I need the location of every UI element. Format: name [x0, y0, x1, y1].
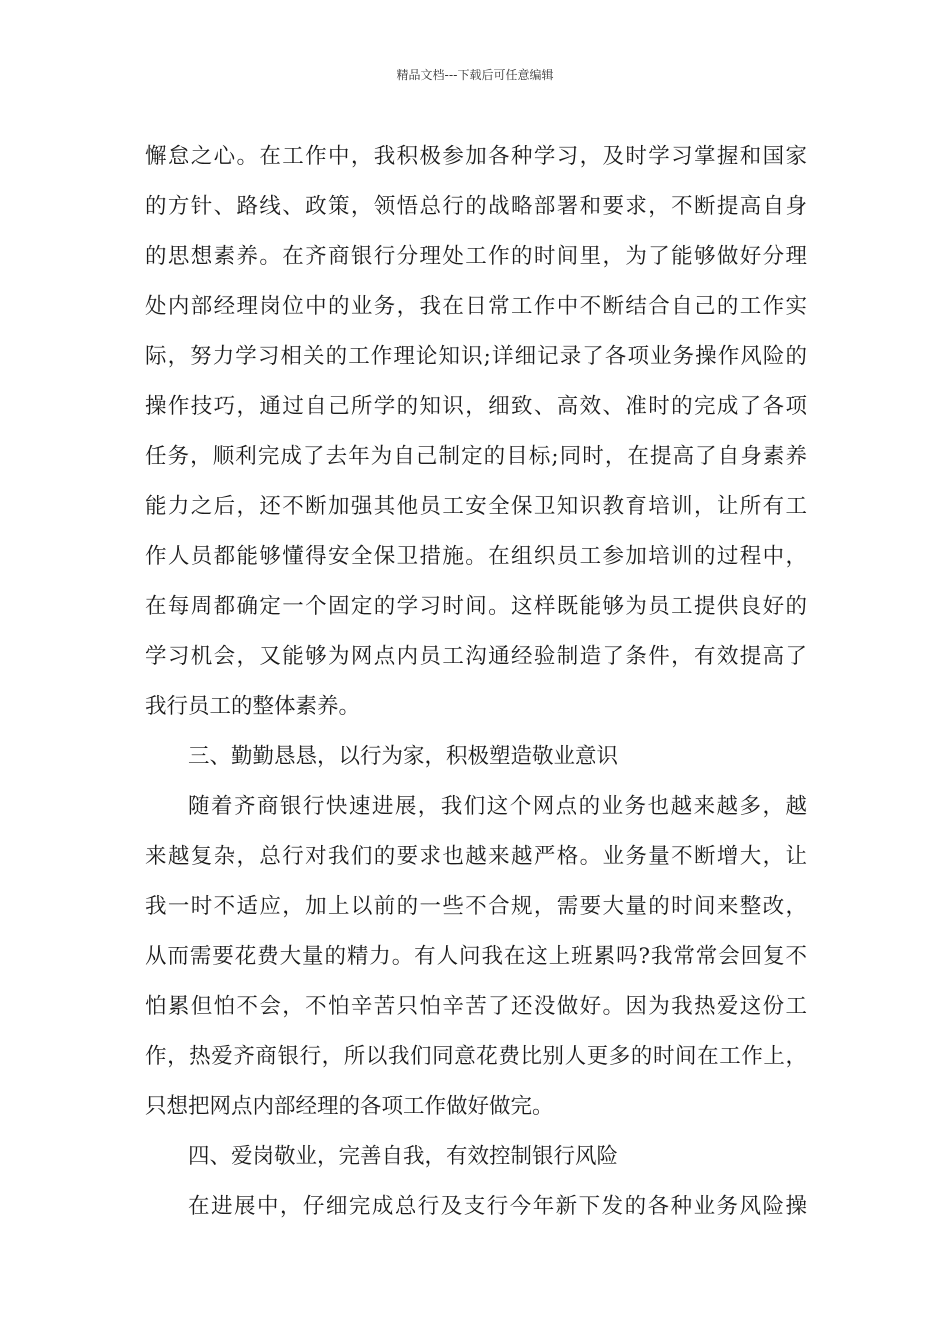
text-line: 操作技巧，通过自己所学的知识，细致、高效、准时的完成了各项 — [145, 394, 807, 419]
text-line: 四、爱岗敬业，完善自我，有效控制银行风险 — [188, 1144, 619, 1169]
document-body — [145, 132, 807, 1232]
text-line: 学习机会，又能够为网点内员工沟通经验制造了条件，有效提高了 — [145, 644, 807, 669]
text-line: 随着齐商银行快速进展，我们这个网点的业务也越来越多，越 — [188, 794, 807, 819]
text-line: 在每周都确定一个固定的学习时间。这样既能够为员工提供良好的 — [145, 594, 807, 619]
text-line: 作人员都能够懂得安全保卫措施。在组织员工参加培训的过程中， — [145, 544, 807, 569]
text-line: 怕累但怕不会，不怕辛苦只怕辛苦了还没做好。因为我热爱这份工 — [145, 994, 807, 1019]
text-line: 的方针、路线、政策，领悟总行的战略部署和要求，不断提高自身 — [145, 194, 807, 219]
page-header: 精品文档---下载后可任意编辑 — [396, 68, 554, 82]
text-line: 从而需要花费大量的精力。有人问我在这上班累吗?我常常会回复不 — [145, 944, 807, 969]
text-line: 在进展中，仔细完成总行及支行今年新下发的各种业务风险操 — [188, 1194, 807, 1219]
text-line: 来越复杂，总行对我们的要求也越来越严格。业务量不断增大，让 — [145, 844, 807, 869]
text-line: 的思想素养。在齐商银行分理处工作的时间里，为了能够做好分理 — [145, 244, 807, 269]
text-line: 际，努力学习相关的工作理论知识;详细记录了各项业务操作风险的 — [145, 344, 807, 369]
text-line: 任务，顺利完成了去年为自己制定的目标;同时，在提高了自身素养 — [145, 444, 807, 469]
text-line: 懈怠之心。在工作中，我积极参加各种学习，及时学习掌握和国家 — [145, 144, 807, 169]
text-line: 作，热爱齐商银行，所以我们同意花费比别人更多的时间在工作上， — [145, 1044, 807, 1069]
text-line: 处内部经理岗位中的业务，我在日常工作中不断结合自己的工作实 — [145, 294, 807, 319]
text-line: 能力之后，还不断加强其他员工安全保卫知识教育培训，让所有工 — [145, 494, 807, 519]
text-line: 只想把网点内部经理的各项工作做好做完。 — [145, 1094, 554, 1119]
text-line: 我行员工的整体素养。 — [145, 694, 361, 719]
text-line: 三、勤勤恳恳，以行为家，积极塑造敬业意识 — [188, 744, 619, 769]
text-line: 我一时不适应，加上以前的一些不合规，需要大量的时间来整改， — [145, 894, 807, 919]
